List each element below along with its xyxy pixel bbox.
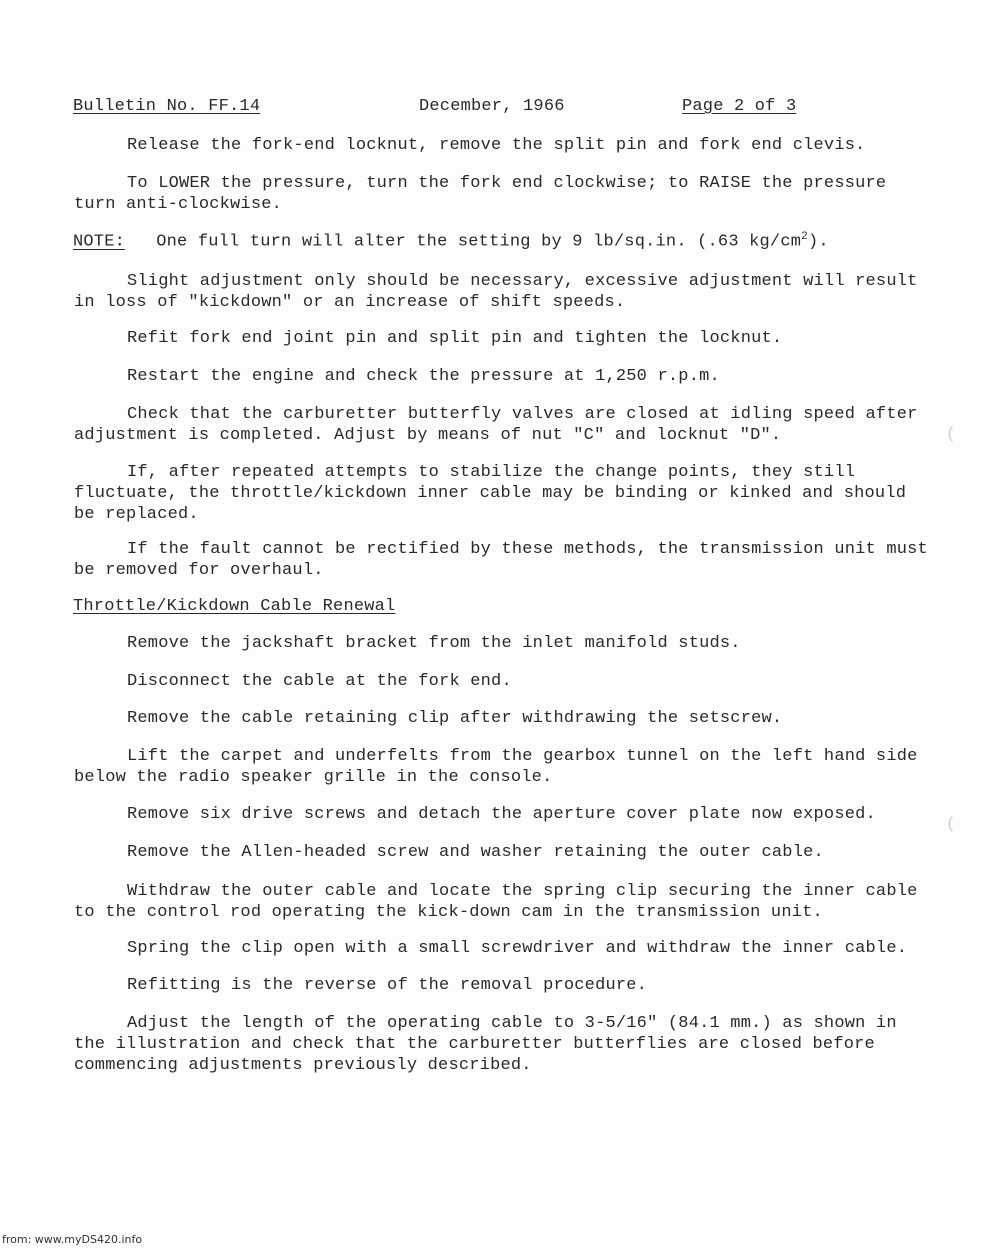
- step-withdraw-outer-cable: Withdraw the outer cable and locate the spring clip securing the inner cable to the control rod operating the kick-down cam in the transmission unit.: [74, 882, 918, 922]
- step-disconnect-cable: Disconnect the cable at the fork end.: [127, 672, 512, 691]
- step-lift-carpet: Lift the carpet and underfelts from the gearbox tunnel on the left hand side below the radio speaker grille in the console.: [74, 747, 918, 787]
- paragraph-release-locknut: Release the fork-end locknut, remove the split pin and fork end clevis.: [127, 136, 866, 155]
- step-adjust-cable-length: Adjust the length of the operating cable to 3-5/16" (84.1 mm.) as shown in the illustration and check that the carburetter butterflies are closed before commencing adjustments previously described.: [74, 1014, 897, 1075]
- step-refitting: Refitting is the reverse of the removal procedure.: [127, 976, 648, 995]
- step-remove-allen-screw: Remove the Allen-headed screw and washer retaining the outer cable.: [127, 843, 824, 862]
- scan-mark: (: [946, 425, 956, 443]
- note-end: ).: [807, 232, 829, 252]
- source-footer: from: www.myDS420.info: [2, 1233, 143, 1246]
- note-text: One full turn will alter the setting by 9 lb/sq.in. (.63 kg/cm: [156, 232, 802, 252]
- paragraph-restart-engine: Restart the engine and check the pressure at 1,250 r.p.m.: [127, 367, 720, 386]
- step-remove-retaining-clip: Remove the cable retaining clip after withdrawing the setscrew.: [127, 709, 783, 728]
- step-remove-drive-screws: Remove six drive screws and detach the aperture cover plate now exposed.: [127, 805, 876, 824]
- paragraph-refit-fork-end: Refit fork end joint pin and split pin and tighten the locknut.: [127, 329, 783, 348]
- note-label: NOTE:: [73, 232, 126, 252]
- paragraph-check-butterfly-valves: Check that the carburetter butterfly valves are closed at idling speed after adjustment is completed. Adjust by means of nut "C" and locknut "D".: [74, 405, 918, 445]
- note-superscript: 2: [801, 231, 808, 243]
- page-number: Page 2 of 3: [682, 97, 797, 116]
- scan-mark: (: [946, 815, 956, 833]
- paragraph-lower-raise-pressure: To LOWER the pressure, turn the fork end clockwise; to RAISE the pressure turn anti-clockwise.: [74, 174, 887, 214]
- paragraph-fault-not-rectified: If the fault cannot be rectified by these methods, the transmission unit must be removed for overhaul.: [74, 540, 928, 580]
- step-spring-clip: Spring the clip open with a small screwdriver and withdraw the inner cable.: [127, 939, 908, 958]
- note-line: [73, 231, 829, 252]
- bulletin-date: December, 1966: [419, 97, 565, 116]
- paragraph-repeated-attempts: If, after repeated attempts to stabilize the change points, they still fluctuate, the throttle/kickdown inner cable may be binding or kinked and should be replaced.: [74, 463, 907, 524]
- step-remove-jackshaft: Remove the jackshaft bracket from the inlet manifold studs.: [127, 634, 741, 653]
- section-heading: Throttle/Kickdown Cable Renewal: [73, 597, 396, 616]
- bulletin-number: Bulletin No. FF.14: [73, 97, 261, 116]
- paragraph-slight-adjustment: Slight adjustment only should be necessary, excessive adjustment will result in loss of "kickdown" or an increase of shift speeds.: [74, 272, 918, 312]
